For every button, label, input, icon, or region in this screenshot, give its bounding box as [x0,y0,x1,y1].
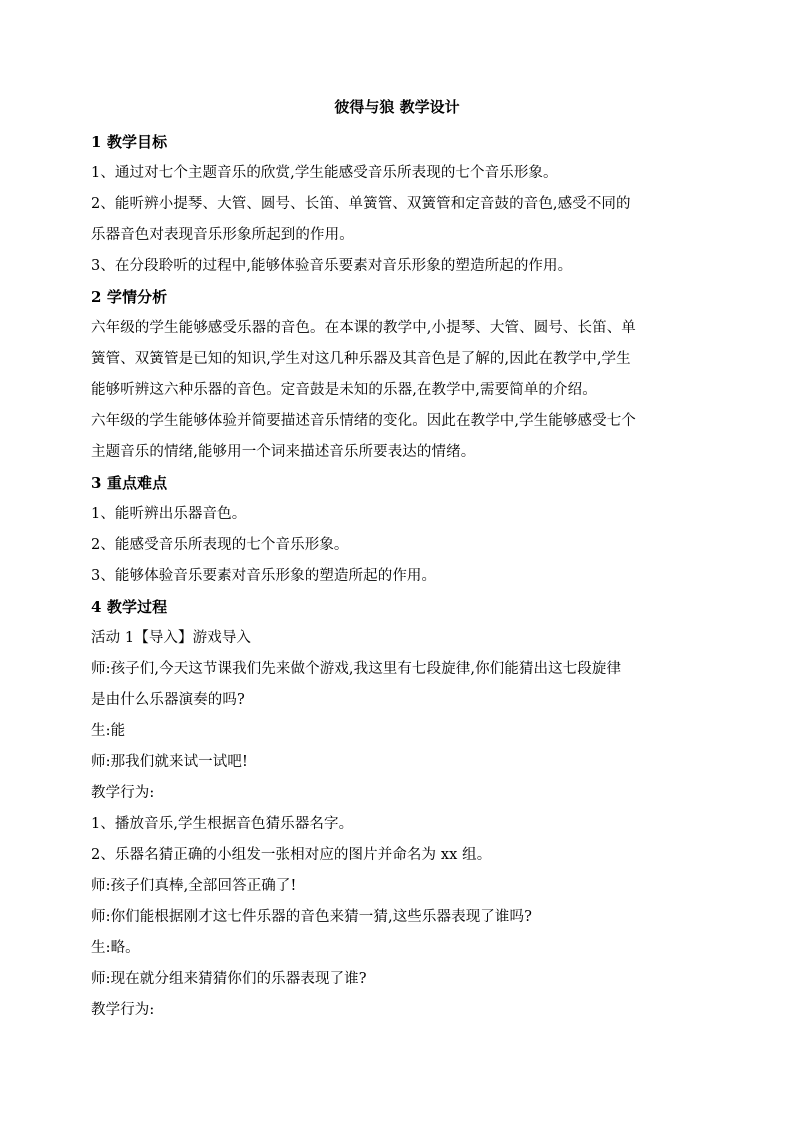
paragraph-line: 2、乐器名猜正确的小组发一张相对应的图片并命名为 xx 组。 [91,847,492,863]
paragraph-line: 2、能感受音乐所表现的七个音乐形象。 [91,537,349,553]
document-title: 彼得与狼 教学设计 [334,98,460,116]
paragraph-line: 师:那我们就来试一试吧! [91,754,248,770]
paragraph-line: 活动 1【导入】游戏导入 [91,630,252,646]
paragraph-line: 是由什么乐器演奏的吗? [91,692,245,708]
paragraph-line: 乐器音色对表现音乐形象所起到的作用。 [91,227,354,243]
paragraph-line: 能够听辨这六种乐器的音色。定音鼓是未知的乐器,在教学中,需要简单的介绍。 [91,382,597,398]
paragraph-line: 1、能听辨出乐器音色。 [91,506,247,522]
paragraph-line: 3、能够体验音乐要素对音乐形象的塑造所起的作用。 [91,568,437,584]
section-heading: 1 教学目标 [91,133,168,151]
paragraph-line: 师:现在就分组来猜猜你们的乐器表现了谁? [91,971,367,987]
section-heading: 2 学情分析 [91,288,168,306]
paragraph-line: 教学行为: [91,1002,155,1018]
paragraph-line: 1、播放音乐,学生根据音色猜乐器名字。 [91,816,354,832]
paragraph-line: 师:你们能根据刚才这七件乐器的音色来猜一猜,这些乐器表现了谁吗? [91,909,532,925]
section-heading: 4 教学过程 [91,598,168,616]
document-body [91,127,703,1026]
paragraph-line: 生:略。 [91,940,140,956]
paragraph-line: 师:孩子们,今天这节课我们先来做个游戏,我这里有七段旋律,你们能猜出这七段旋律 [91,661,622,677]
paragraph-line: 1、通过对七个主题音乐的欣赏,学生能感受音乐所表现的七个音乐形象。 [91,165,558,181]
section-heading: 3 重点难点 [91,474,168,492]
paragraph-line: 3、在分段聆听的过程中,能够体验音乐要素对音乐形象的塑造所起的作用。 [91,258,573,274]
paragraph-line: 六年级的学生能够体验并简要描述音乐情绪的变化。因此在教学中,学生能够感受七个 [91,413,636,429]
paragraph-line: 主题音乐的情绪,能够用一个词来描述音乐所要表达的情绪。 [91,444,476,460]
paragraph-line: 师:孩子们真棒,全部回答正确了! [91,878,297,894]
paragraph-line: 簧管、双簧管是已知的知识,学生对这几种乐器及其音色是了解的,因此在教学中,学生 [91,351,631,367]
paragraph-line: 六年级的学生能够感受乐器的音色。在本课的教学中,小提琴、大管、圆号、长笛、单 [91,320,636,336]
paragraph-line: 2、能听辨小提琴、大管、圆号、长笛、单簧管、双簧管和定音鼓的音色,感受不同的 [91,196,631,212]
paragraph-line: 教学行为: [91,785,155,801]
paragraph-line: 生:能 [91,723,126,739]
